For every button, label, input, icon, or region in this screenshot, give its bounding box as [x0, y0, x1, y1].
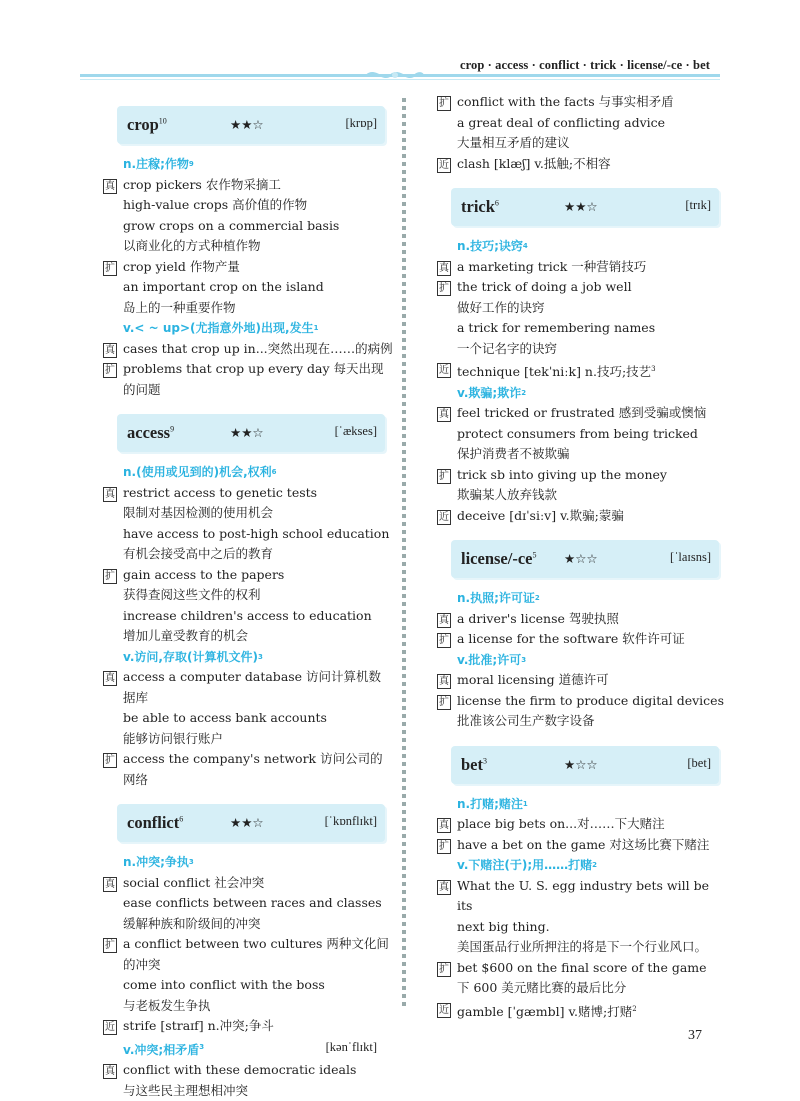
example-line: 近 deceive [dɪˈsiːv] v.欺骗;蒙骗 [437, 506, 727, 527]
tag-kuo-icon: 扩 [437, 469, 451, 484]
example-line: 扩 access the company's network 访问公司的网络 [103, 749, 393, 790]
header-ornament-icon [365, 68, 425, 82]
entry-trick [437, 188, 727, 526]
example-line: have access to post-high school education [103, 524, 393, 545]
example-line: 与这些民主理想相冲突 [103, 1081, 393, 1101]
entry-crop [103, 106, 393, 400]
sense-label: v.访问,存取(计算机文件) 3 [103, 647, 393, 668]
tag-kuo-icon: 扩 [103, 753, 117, 768]
tag-zhen-icon: 真 [103, 1064, 117, 1079]
headword: trick$^6$ [461, 197, 499, 217]
tag-kuo-icon: 扩 [103, 938, 117, 953]
example-line: 真 moral licensing 道德许可 [437, 670, 727, 691]
example-line: 以商业化的方式种植作物 [103, 236, 393, 257]
example-line: 扩 conflict with the facts 与事实相矛盾 [437, 92, 727, 113]
example-line: 做好工作的诀窍 [437, 298, 727, 319]
example-line: 近 clash [klæʃ] v.抵触;不相容 [437, 154, 727, 175]
example-line: 有机会接受高中之后的教育 [103, 544, 393, 565]
example-line: 获得查阅这些文件的权利 [103, 585, 393, 606]
header-title: crop · access · conflict · trick · license/-ce · bet [460, 58, 710, 73]
tag-zhen-icon: 真 [103, 877, 117, 892]
example-line: 扩 gain access to the papers [103, 565, 393, 586]
sense-label: n.执照;许可证 2 [437, 588, 727, 609]
example-line: a great deal of conflicting advice [437, 113, 727, 134]
page-number: 37 [688, 1028, 702, 1044]
example-line: 大量相互矛盾的建议 [437, 133, 727, 154]
example-line: a trick for remembering names [437, 318, 727, 339]
pronunciation: [ˈkɒnflɪkt] [325, 814, 377, 829]
entry-license [437, 540, 727, 732]
sense-label: v.< ~ up>(尤指意外地)出现,发生 1 [103, 318, 393, 339]
tag-zhen-icon: 真 [437, 880, 451, 895]
example-line: 扩 trick sb into giving up the money [437, 465, 727, 486]
sense-label: n.打赌;赌注 1 [437, 794, 727, 815]
sense-label: v.欺骗;欺诈 2 [437, 383, 727, 404]
example-line: 真 access a computer database 访问计算机数据库 [103, 667, 393, 708]
entry-bet [437, 746, 727, 1023]
sense-label: n.庄稼;作物 9 [103, 154, 393, 175]
example-line: 扩 crop yield 作物产量 [103, 257, 393, 278]
tag-zhen-icon: 真 [103, 179, 117, 194]
example-line: grow crops on a commercial basis [103, 216, 393, 237]
sense-label: v.批准;许可 3 [437, 650, 727, 671]
example-line: ease conflicts between races and classes [103, 893, 393, 914]
tag-zhen-icon: 真 [103, 343, 117, 358]
example-line: 能够访问银行账户 [103, 729, 393, 750]
tag-jin-icon: 近 [103, 1020, 117, 1035]
word-header [451, 188, 719, 226]
tag-kuo-icon: 扩 [103, 261, 117, 276]
example-line: 扩 problems that crop up every day 每天出现的问题 [103, 359, 393, 400]
example-line: 保护消费者不被欺骗 [437, 444, 727, 465]
pronunciation: [trɪk] [685, 198, 711, 213]
tag-kuo-icon: 扩 [103, 569, 117, 584]
left-column [103, 92, 393, 1101]
tag-jin-icon: 近 [437, 158, 451, 173]
tag-zhen-icon: 真 [437, 613, 451, 628]
example-line: 限制对基因检测的使用机会 [103, 503, 393, 524]
example-line: 扩 license the firm to produce digital devices [437, 691, 727, 712]
tag-zhen-icon: 真 [437, 674, 451, 689]
word-header [451, 746, 719, 784]
example-line: 增加儿童受教育的机会 [103, 626, 393, 647]
example-line: 真 social conflict 社会冲突 [103, 873, 393, 894]
example-line: 缓解种族和阶级间的冲突 [103, 914, 393, 935]
pronunciation: [krɒp] [345, 116, 377, 131]
tag-jin-icon: 近 [437, 1003, 451, 1018]
example-line: 近 strife [straɪf] n.冲突;争斗 [103, 1016, 393, 1037]
example-line: 真 crop pickers 农作物采摘工 [103, 175, 393, 196]
tag-jin-icon: 近 [437, 510, 451, 525]
tag-zhen-icon: 真 [103, 671, 117, 686]
tag-zhen-icon: 真 [437, 261, 451, 276]
pronunciation: [bet] [687, 756, 711, 771]
example-line: come into conflict with the boss [103, 975, 393, 996]
sense-label: n.冲突;争执 3 [103, 852, 393, 873]
star-rating: ★☆☆ [564, 551, 598, 566]
pronunciation: [kənˈflɪkt] [326, 1037, 393, 1058]
sense-label: n.(使用或见到的)机会,权利 6 [103, 462, 393, 483]
tag-kuo-icon: 扩 [437, 962, 451, 977]
example-line: 扩 the trick of doing a job well [437, 277, 727, 298]
right-column [437, 92, 727, 1022]
example-line: 真 a driver's license 驾驶执照 [437, 609, 727, 630]
tag-kuo-icon: 扩 [437, 96, 451, 111]
tag-kuo-icon: 扩 [437, 695, 451, 710]
example-line: protect consumers from being tricked [437, 424, 727, 445]
headword: conflict$^6$ [127, 813, 183, 833]
example-line: 真 What the U. S. egg industry bets will be its [437, 876, 727, 917]
example-line: 扩 a conflict between two cultures 两种文化间的冲突 [103, 934, 393, 975]
example-line: 扩 bet $600 on the final score of the game [437, 958, 727, 979]
entry-conflict [103, 804, 393, 1101]
example-line: 扩 have a bet on the game 对这场比赛下赌注 [437, 835, 727, 856]
sense-label: n.技巧;诀窍 4 [437, 236, 727, 257]
entry-access [103, 414, 393, 790]
example-line: 美国蛋品行业所押注的将是下一个行业风口。 [437, 937, 727, 958]
example-line: 与老板发生争执 [103, 996, 393, 1017]
pronunciation: [ˈlaɪsns] [670, 550, 711, 565]
word-header [117, 804, 385, 842]
example-line: 真 cases that crop up in...突然出现在……的病例 [103, 339, 393, 360]
sense-label: v.下赌注(于);用……打赌 2 [437, 855, 727, 876]
tag-zhen-icon: 真 [437, 407, 451, 422]
headword: license/$-ce^5$ [461, 549, 536, 569]
headword: crop$^{10}$ [127, 115, 167, 135]
star-rating: ★☆☆ [564, 757, 598, 772]
example-line: 真 conflict with these democratic ideals [103, 1060, 393, 1081]
headword: bet$^3$ [461, 755, 487, 775]
example-line: be able to access bank accounts [103, 708, 393, 729]
star-rating: ★★☆ [564, 199, 598, 214]
tag-kuo-icon: 扩 [437, 281, 451, 296]
word-header [117, 106, 385, 144]
example-line: 批准该公司生产数字设备 [437, 711, 727, 732]
example-line: 扩 a license for the software 软件许可证 [437, 629, 727, 650]
example-line: 真 a marketing trick 一种营销技巧 [437, 257, 727, 278]
tag-kuo-icon: 扩 [103, 363, 117, 378]
example-line: an important crop on the island [103, 277, 393, 298]
example-line: next big thing. [437, 917, 727, 938]
example-line: 岛上的一种重要作物 [103, 298, 393, 319]
tag-jin-icon: 近 [437, 363, 451, 378]
example-line: 近 technique [tekˈniːk] n.技巧;技艺$^3$ [437, 359, 727, 383]
headword: access$^9$ [127, 423, 174, 443]
example-line: 一个记名字的诀窍 [437, 339, 727, 360]
word-header [117, 414, 385, 452]
tag-kuo-icon: 扩 [437, 839, 451, 854]
pronunciation: [ˈækses] [335, 424, 377, 439]
word-header [451, 540, 719, 578]
example-line: increase children's access to education [103, 606, 393, 627]
example-line: high-value crops 高价值的作物 [103, 195, 393, 216]
tag-zhen-icon: 真 [103, 487, 117, 502]
example-line: 真 place big bets on...对……下大赌注 [437, 814, 727, 835]
star-rating: ★★☆ [230, 425, 264, 440]
example-line: 近 gamble [ˈgæmbl] v.赌博;打赌$^2$ [437, 999, 727, 1023]
example-line: 下 600 美元赌比赛的最后比分 [437, 978, 727, 999]
star-rating: ★★☆ [230, 117, 264, 132]
star-rating: ★★☆ [230, 815, 264, 830]
tag-kuo-icon: 扩 [437, 633, 451, 648]
example-line: 欺骗某人放弃钱款 [437, 485, 727, 506]
example-line: 真 feel tricked or frustrated 感到受骗或懊恼 [437, 403, 727, 424]
sense-label: v.冲突;相矛盾$^3$ [kənˈflɪkt] [103, 1037, 393, 1061]
column-divider [402, 98, 406, 1008]
entry-conflict-continued [437, 92, 727, 174]
tag-zhen-icon: 真 [437, 818, 451, 833]
example-line: 真 restrict access to genetic tests [103, 483, 393, 504]
